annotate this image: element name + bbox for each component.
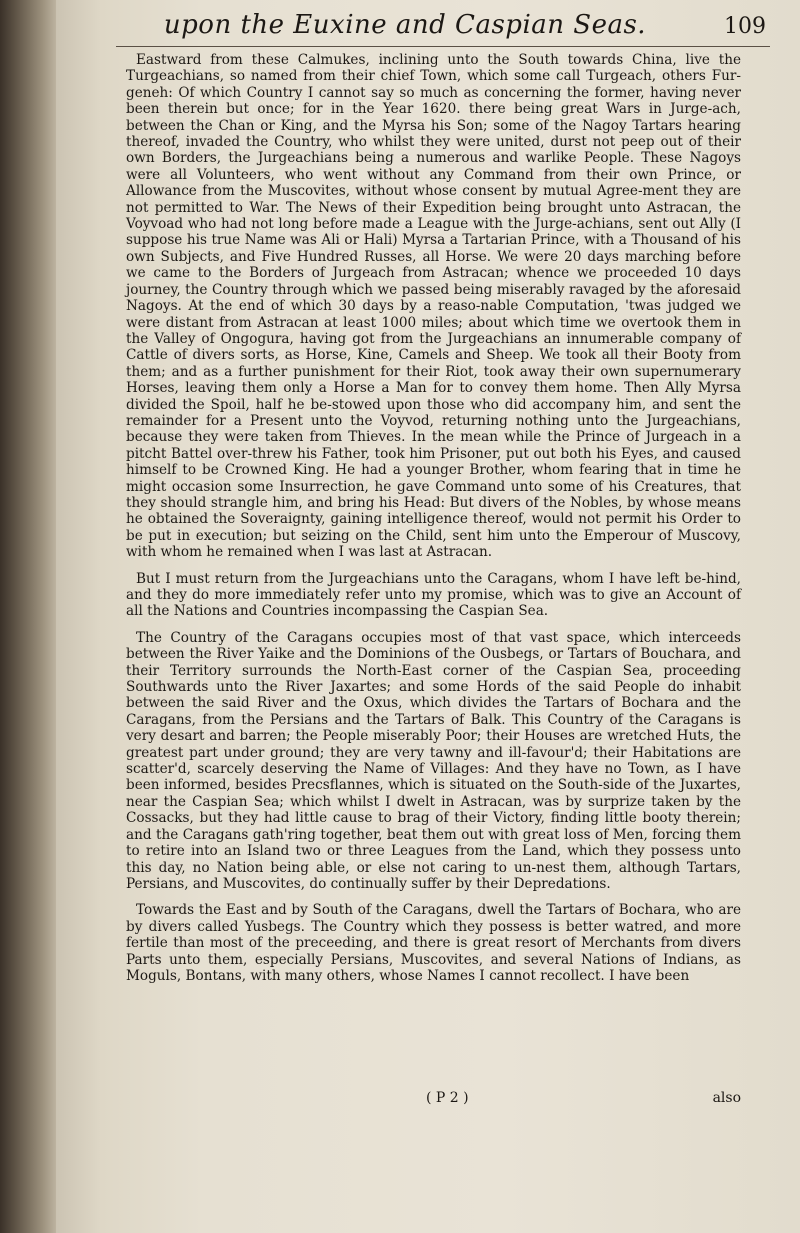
catchword: also <box>712 1090 741 1106</box>
header-rule <box>116 46 770 47</box>
page-number: 109 <box>724 14 766 39</box>
body-text <box>126 52 741 994</box>
paragraph-return-caragans: But I must return from the Jurgeachians unto the Caragans, whom I have left be-hind, and they do more immediately refer unto my promise, which was to give an Account of all the Nations and Countries incompassing the Caspian Sea. <box>126 570 741 620</box>
running-title: upon the Euxine and Caspian Seas. <box>163 10 647 40</box>
paragraph-tartars-bochara: Towards the East and by South of the Caragans, dwell the Tartars of Bochara, who are by divers called Yusbegs. The Country which they possess is better watred, and more fertile than most of the preceeding, and there is great resort of Merchants from divers Parts unto them, especially Persians, Muscovites, and several Nations of Indians, as Moguls, Bontans, with many others, whose Names I cannot recollect. I have been <box>126 902 741 984</box>
facing-page-edge <box>0 0 56 1233</box>
book-page <box>56 0 800 1233</box>
paragraph-country-caragans: The Country of the Caragans occupies most of that vast space, which interceeds between the River Yaike and the Dominions of the Ousbegs, or Tartars of Bouchara, and their Territory surrounds the North-East corner of the Caspian Sea, proceeding Southwards unto the River Jaxartes; and some Hords of the said People do inhabit between the said River and the Oxus, which divides the Tartars of Bochara and the Caragans, from the Persians and the Tartars of Balk. This Country of the Caragans is very desart and barren; the People miserably Poor; their Houses are wretched Huts, the greatest part under ground; they are very tawny and ill-favour'd; their Habitations are scatter'd, scarcely deserving the Name of Villages: And they have no Town, as I have been informed, besides Precsflannes, which is situated on the South-side of the Juxartes, near the Caspian Sea; which whilst I dwelt in Astracan, was by surprize taken by the Cossacks, but they had little cause to brag of their Victory, finding little booty therein; and the Caragans gath'ring together, beat them out with great loss of Men, forcing them to retire into an Island two or three Leagues from the Land, which they possess unto this day, no Nation being able, or else not caring to un-nest them, although Tartars, Persians, and Muscovites, do continually suffer by their Depredations. <box>126 629 741 892</box>
paragraph-jurgeachians: Eastward from these Calmukes, inclining unto the South towards China, live the Turgeachians, so named from their chief Town, which some call Turgeach, others Fur-geneh: Of which Country I cannot say so much as concerning the former, having never been therein but once; for in the Year 1620. there being great Wars in Jurge-ach, between the Chan or King, and the Myrsa his Son; some of the Nagoy Tartars hearing thereof, invaded the Country, who whilst they were united, durst not peep out of their own Borders, the Jurgeachians being a numerous and warlike People. These Nagoys were all Volunteers, who went without any Command from their own Prince, or Allowance from the Muscovites, without whose consent by mutual Agree-ment they are not permitted to War. The News of their Expedition being brought unto Astracan, the Voyvoad who had not long before made a League with the Jurge-achians, sent out Ally (I suppose his true Name was Ali or Hali) Myrsa a Tartarian Prince, with a Thousand of his own Subjects, and Five Hundred Russes, all Horse. We were 20 days marching before we came to the Borders of Jurgeach from Astracan; whence we proceeded 10 days journey, the Country through which we passed being miserably ravaged by the aforesaid Nagoys. At the end of which 30 days by a reaso-nable Computation, 'twas judged we were distant from Astracan at least 1000 miles; about which time we overtook them in the Valley of Ongogura, having got from the Jurgeachians an innumerable company of Cattle of divers sorts, as Horse, Kine, Camels and Sheep. We took all their Booty from them; and as a further punishment for their Riot, took away their own supernumerary Horses, leaving them only a Horse a Man for to convey them home. Then Ally Myrsa divided the Spoil, half he be-stowed upon those who did accompany him, and sent the remainder for a Present unto the Voyvod, returning nothing unto the Jurgeachians, because they were taken from Thieves. In the mean while the Prince of Jurgeach in a pitcht Battel over-threw his Father, took him Prisoner, put out both his Eyes, and caused himself to be Crowned King. He had a younger Brother, whom fearing that in time he might occasion some Insurrection, he gave Command unto some of his Creatures, that they should strangle him, and bring his Head: But divers of the Nobles, by whose means he obtained the Soveraignty, gaining intelligence thereof, would not permit his Order to be put in execution; but seizing on the Child, sent him unto the Emperour of Muscovy, with whom he remained when I was last at Astracan. <box>126 52 741 561</box>
page-header <box>96 6 780 46</box>
page-footer <box>126 1090 741 1110</box>
signature-mark: ( P 2 ) <box>426 1090 469 1106</box>
